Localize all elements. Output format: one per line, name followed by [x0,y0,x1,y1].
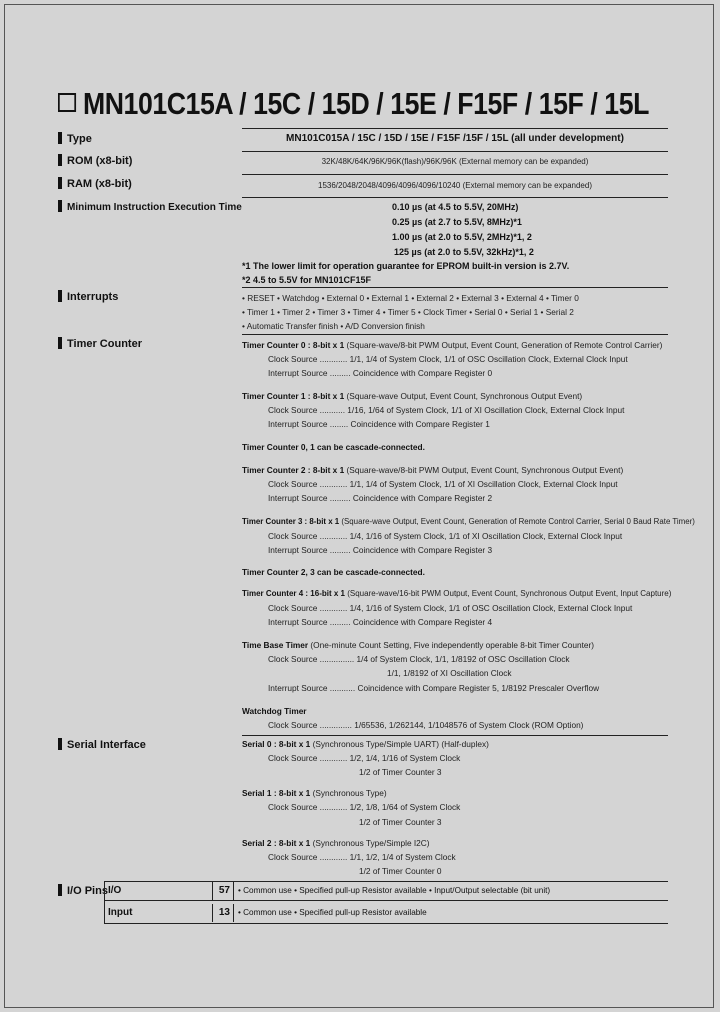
serial0-heading: Serial 0 : 8-bit x 1 (Synchronous Type/Simple UART) (Half-duplex) [242,739,489,749]
interrupts-row-1: • RESET • Watchdog • External 0 • External 1 • External 2 • External 3 • External 4 • Timer 0 [242,293,579,303]
timer0-interrupt: Interrupt Source ......... Coincidence with Compare Register 0 [268,368,493,378]
rule-min-exec [242,197,668,198]
serial0-clock-2: 1/2 of Timer Counter 3 [359,767,442,777]
timer1-heading: Timer Counter 1 : 8-bit x 1 (Square-wave Output, Event Count, Synchronous Output Event) [242,391,583,401]
io-row-desc: • Common use • Specified pull-up Resistor available • Input/Output selectable (bit unit) [238,886,551,895]
cascade-0-1: Timer Counter 0, 1 can be cascade-connected. [242,442,425,452]
section-type: Type [58,132,92,145]
timer1-interrupt: Interrupt Source ........ Coincidence with Compare Register 1 [268,419,490,429]
timer2-heading: Timer Counter 2 : 8-bit x 1 (Square-wave/8-bit PWM Output, Event Count, Synchronous Output Event) [242,465,624,475]
timer4-heading: Timer Counter 4 : 16-bit x 1 (Square-wave/16-bit PWM Output, Event Count, Synchronous Output Event, Input Capture) [242,589,672,598]
watchdog-clock: Clock Source .............. 1/65536, 1/262144, 1/1048576 of System Clock (ROM Option) [268,720,584,730]
rule-ram [242,174,668,175]
timebase-clock: Clock Source ............... 1/4 of System Clock, 1/1, 1/8192 of OSC Oscillation Clock [268,654,570,664]
rule-serial [242,735,668,736]
input-row-name: Input [108,907,133,918]
input-row-count: 13 [218,907,230,918]
timer4-clock: Clock Source ............ 1/4, 1/16 of System Clock, 1/1 of OSC Oscillation Clock, External Clock Input [268,603,633,613]
section-interrupts: Interrupts [58,290,118,303]
exec-line-1: 0.10 µs (at 4.5 to 5.5V, 20MHz) [392,202,519,212]
timer0-heading: Timer Counter 0 : 8-bit x 1 (Square-wave/8-bit PWM Output, Event Count, Generation of Remote Control Carrier) [242,340,663,350]
page-title: MN101C15A / 15C / 15D / 15E / F15F / 15F / 15L [58,86,649,122]
io-row-name: I/O [108,885,122,896]
timer0-clock: Clock Source ............ 1/1, 1/4 of System Clock, 1/1 of OSC Oscillation Clock, External Clock Input [268,354,628,364]
checkbox-square-icon [58,93,76,112]
io-row-count: 57 [218,885,230,896]
timer3-heading: Timer Counter 3 : 8-bit x 1 (Square-wave Output, Event Count, Generation of Remote Control Carrier, Serial 0 Baud Rate Timer) [242,517,695,526]
timer3-interrupt: Interrupt Source ......... Coincidence with Compare Register 3 [268,545,493,555]
rule-io-bottom [104,923,668,924]
section-io-pins: I/O Pins [58,884,108,897]
timer2-interrupt: Interrupt Source ......... Coincidence with Compare Register 2 [268,493,493,503]
serial1-clock: Clock Source ............ 1/2, 1/8, 1/64 of System Clock [268,802,461,812]
rule-io-mid [104,900,668,901]
interrupts-row-3: • Automatic Transfer finish • A/D Conversion finish [242,321,425,331]
rom-value: 32K/48K/64K/96K/96K(flash)/96K/96K (External memory can be expanded) [321,157,589,166]
exec-note-2: *2 4.5 to 5.5V for MN101CF15F [242,275,372,285]
timer3-clock: Clock Source ............ 1/4, 1/16 of System Clock, 1/1 of XI Oscillation Clock, External Clock Input [268,531,623,541]
timer4-interrupt: Interrupt Source ......... Coincidence with Compare Register 4 [268,617,493,627]
rule-rom [242,151,668,152]
timebase-clock-2: 1/1, 1/8192 of XI Oscillation Clock [387,668,512,678]
cascade-2-3: Timer Counter 2, 3 can be cascade-connected. [242,567,425,577]
type-value: MN101C015A / 15C / 15D / 15E / F15F /15F / 15L (all under development) [286,133,624,144]
rule-timer [242,334,668,335]
timer2-clock: Clock Source ............ 1/1, 1/4 of System Clock, 1/1 of XI Oscillation Clock, External Clock Input [268,479,618,489]
serial0-clock: Clock Source ............ 1/2, 1/4, 1/16 of System Clock [268,753,461,763]
input-row [104,904,668,922]
section-timer-counter: Timer Counter [58,337,142,350]
exec-line-3: 1.00 µs (at 2.0 to 5.5V, 2MHz)*1, 2 [392,232,532,242]
exec-line-2: 0.25 µs (at 2.7 to 5.5V, 8MHz)*1 [392,217,522,227]
interrupts-row-2: • Timer 1 • Timer 2 • Timer 3 • Timer 4 • Timer 5 • Clock Timer • Serial 0 • Serial 1 • Serial 2 [242,307,574,317]
section-rom: ROM (x8-bit) [58,154,132,167]
exec-note-1: *1 The lower limit for operation guarantee for EPROM built-in version is 2.7V. [242,261,570,271]
timebase-interrupt: Interrupt Source ........... Coincidence with Compare Register 5, 1/8192 Prescaler Overflow [268,683,600,693]
timer1-clock: Clock Source ........... 1/16, 1/64 of System Clock, 1/1 of XI Oscillation Clock, External Clock Input [268,405,625,415]
rule-interrupts [242,287,668,288]
input-row-desc: • Common use • Specified pull-up Resistor available [238,908,427,917]
section-ram: RAM (x8-bit) [58,177,132,190]
io-row [104,882,668,900]
exec-line-4: 125 µs (at 2.0 to 5.5V, 32kHz)*1, 2 [394,247,534,257]
timebase-heading: Time Base Timer (One-minute Count Setting, Five independently operable 8-bit Timer Counter) [242,640,595,650]
serial2-heading: Serial 2 : 8-bit x 1 (Synchronous Type/Simple I2C) [242,838,430,848]
serial1-clock-2: 1/2 of Timer Counter 3 [359,817,442,827]
section-min-exec: Minimum Instruction Execution Time [58,200,242,213]
ram-value: 1536/2048/2048/4096/4096/4096/10240 (External memory can be expanded) [318,181,592,190]
serial2-clock-2: 1/2 of Timer Counter 0 [359,866,442,876]
rule-type [242,128,668,129]
serial2-clock: Clock Source ............ 1/1, 1/2, 1/4 of System Clock [268,852,456,862]
section-serial-interface: Serial Interface [58,738,146,751]
watchdog-heading: Watchdog Timer [242,706,307,716]
serial1-heading: Serial 1 : 8-bit x 1 (Synchronous Type) [242,788,387,798]
